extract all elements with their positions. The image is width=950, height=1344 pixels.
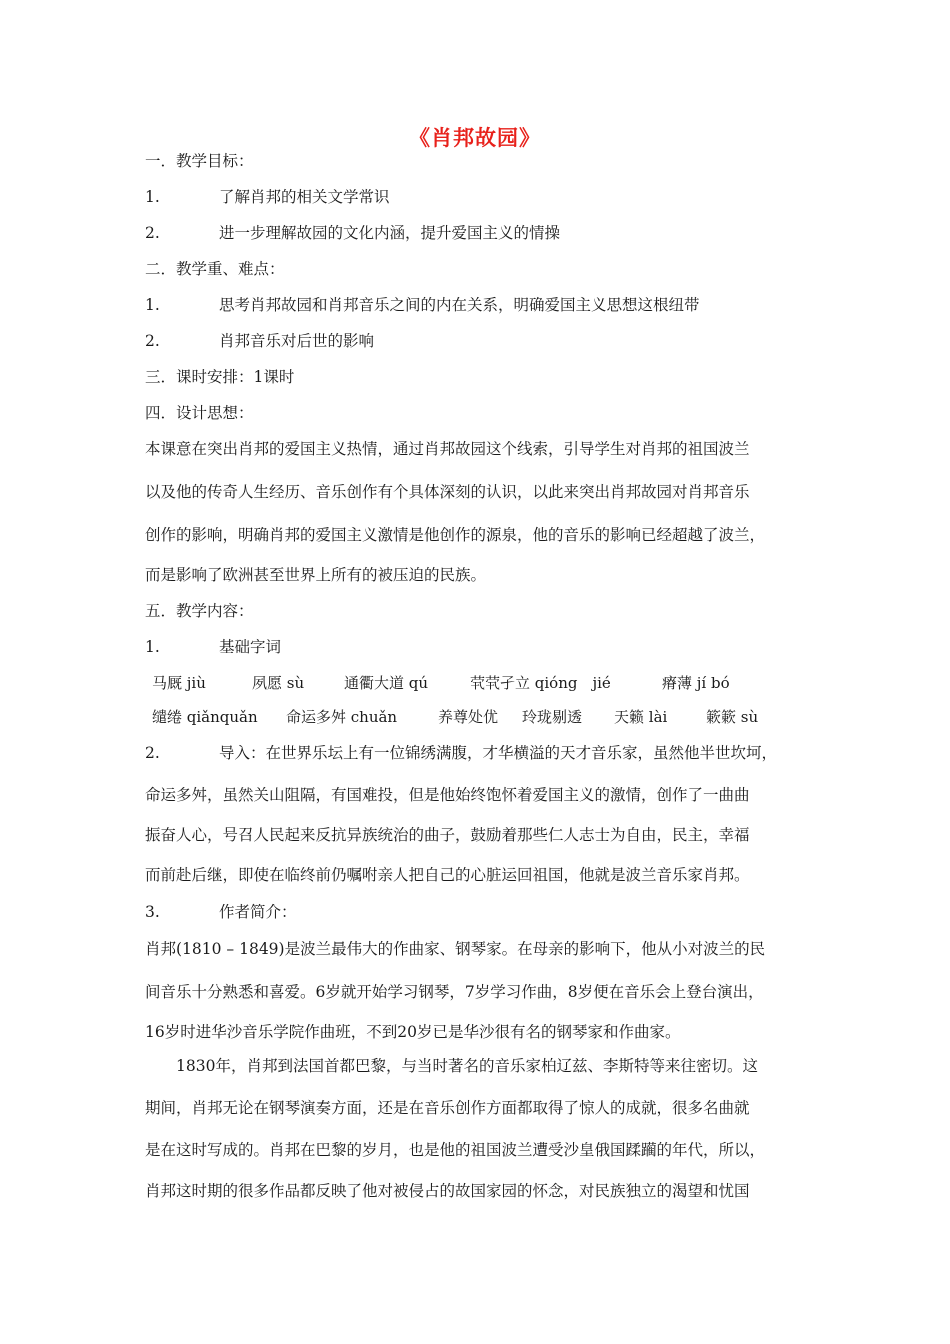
paragraph-line: 导入：在世界乐坛上有一位锦绣满腹，才华横溢的天才音乐家，虽然他半世坎坷，: [219, 744, 778, 762]
paragraph-line: 肖邦(1810 – 1849)是波兰最伟大的作曲家、钢琴家。在母亲的影响下，他从小对波兰的民: [145, 940, 766, 958]
section-heading-objectives: 一．教学目标：: [145, 152, 254, 170]
section-heading-design: 四．设计思想：: [145, 404, 254, 422]
list-item: 基础字词: [219, 638, 282, 656]
list-item: 思考肖邦故园和肖邦音乐之间的内在关系，明确爱国主义思想这根纽带: [219, 296, 700, 314]
paragraph-line: 振奋人心，号召人民起来反抗异族统治的曲子，鼓励着那些仁人志士为自由，民主，幸福: [145, 826, 750, 844]
list-number: 3.: [145, 903, 160, 921]
vocab-entry: 马厩 jiù: [152, 674, 206, 692]
list-item: 作者简介：: [219, 903, 297, 921]
vocab-entry: 天籁 lài: [614, 708, 668, 726]
vocab-entry: 玲珑剔透: [522, 708, 583, 726]
vocab-entry: 茕茕孑立 qióng jié: [470, 674, 611, 692]
section-heading-schedule: 三．课时安排：1课时: [145, 368, 295, 386]
paragraph-line: 1830年，肖邦到法国首都巴黎，与当时著名的音乐家柏辽兹、李斯特等来往密切。这: [145, 1057, 758, 1075]
section-heading-content: 五．教学内容：: [145, 602, 254, 620]
list-number: 2.: [145, 332, 160, 350]
paragraph-line: 16岁时进华沙音乐学院作曲班，不到20岁已是华沙很有名的钢琴家和作曲家。: [145, 1023, 681, 1041]
vocab-entry: 养尊处优: [438, 708, 499, 726]
vocab-entry: 缱绻 qiǎnquǎn: [152, 708, 258, 726]
paragraph-line: 是在这时写成的。肖邦在巴黎的岁月，也是他的祖国波兰遭受沙皇俄国蹂躏的年代，所以，: [145, 1141, 766, 1159]
paragraph-line: 期间，肖邦无论在钢琴演奏方面，还是在音乐创作方面都取得了惊人的成就，很多名曲就: [145, 1099, 750, 1117]
paragraph-line: 而前赴后继，即使在临终前仍嘱咐亲人把自己的心脏运回祖国，他就是波兰音乐家肖邦。: [145, 866, 750, 884]
list-number: 1.: [145, 296, 160, 314]
paragraph-line: 命运多舛，虽然关山阻隔，有国难投，但是他始终饱怀着爱国主义的激情，创作了一曲曲: [145, 786, 750, 804]
vocab-entry: 命运多舛 chuǎn: [286, 708, 398, 726]
list-item: 肖邦音乐对后世的影响: [219, 332, 375, 350]
vocab-entry: 通衢大道 qú: [344, 674, 429, 692]
paragraph-line: 间音乐十分熟悉和喜爱。6岁就开始学习钢琴，7岁学习作曲，8岁便在音乐会上登台演出，: [145, 983, 764, 1001]
list-number: 2.: [145, 744, 160, 762]
paragraph-line: 创作的影响，明确肖邦的爱国主义激情是他创作的源泉，他的音乐的影响已经超越了波兰，: [145, 526, 766, 544]
paragraph-line: 本课意在突出肖邦的爱国主义热情，通过肖邦故园这个线索，引导学生对肖邦的祖国波兰: [145, 440, 750, 458]
paragraph-line: 而是影响了欧洲甚至世界上所有的被压迫的民族。: [145, 566, 487, 584]
paragraph-line: 肖邦这时期的很多作品都反映了他对被侵占的故国家园的怀念，对民族独立的渴望和忧国: [145, 1182, 750, 1200]
list-number: 1.: [145, 188, 160, 206]
list-item: 进一步理解故园的文化内涵，提升爱国主义的情操: [219, 224, 561, 242]
paragraph-line: 以及他的传奇人生经历、音乐创作有个具体深刻的认识，以此来突出肖邦故园对肖邦音乐: [145, 483, 750, 501]
list-item: 了解肖邦的相关文学常识: [219, 188, 390, 206]
section-heading-key-points: 二．教学重、难点：: [145, 260, 285, 278]
document-title: 《肖邦故园》: [409, 126, 541, 150]
list-number: 2.: [145, 224, 160, 242]
list-number: 1.: [145, 638, 160, 656]
vocab-entry: 簌簌 sù: [706, 708, 759, 726]
vocab-entry: 夙愿 sù: [252, 674, 305, 692]
vocab-entry: 瘠薄 jí bó: [662, 674, 730, 692]
